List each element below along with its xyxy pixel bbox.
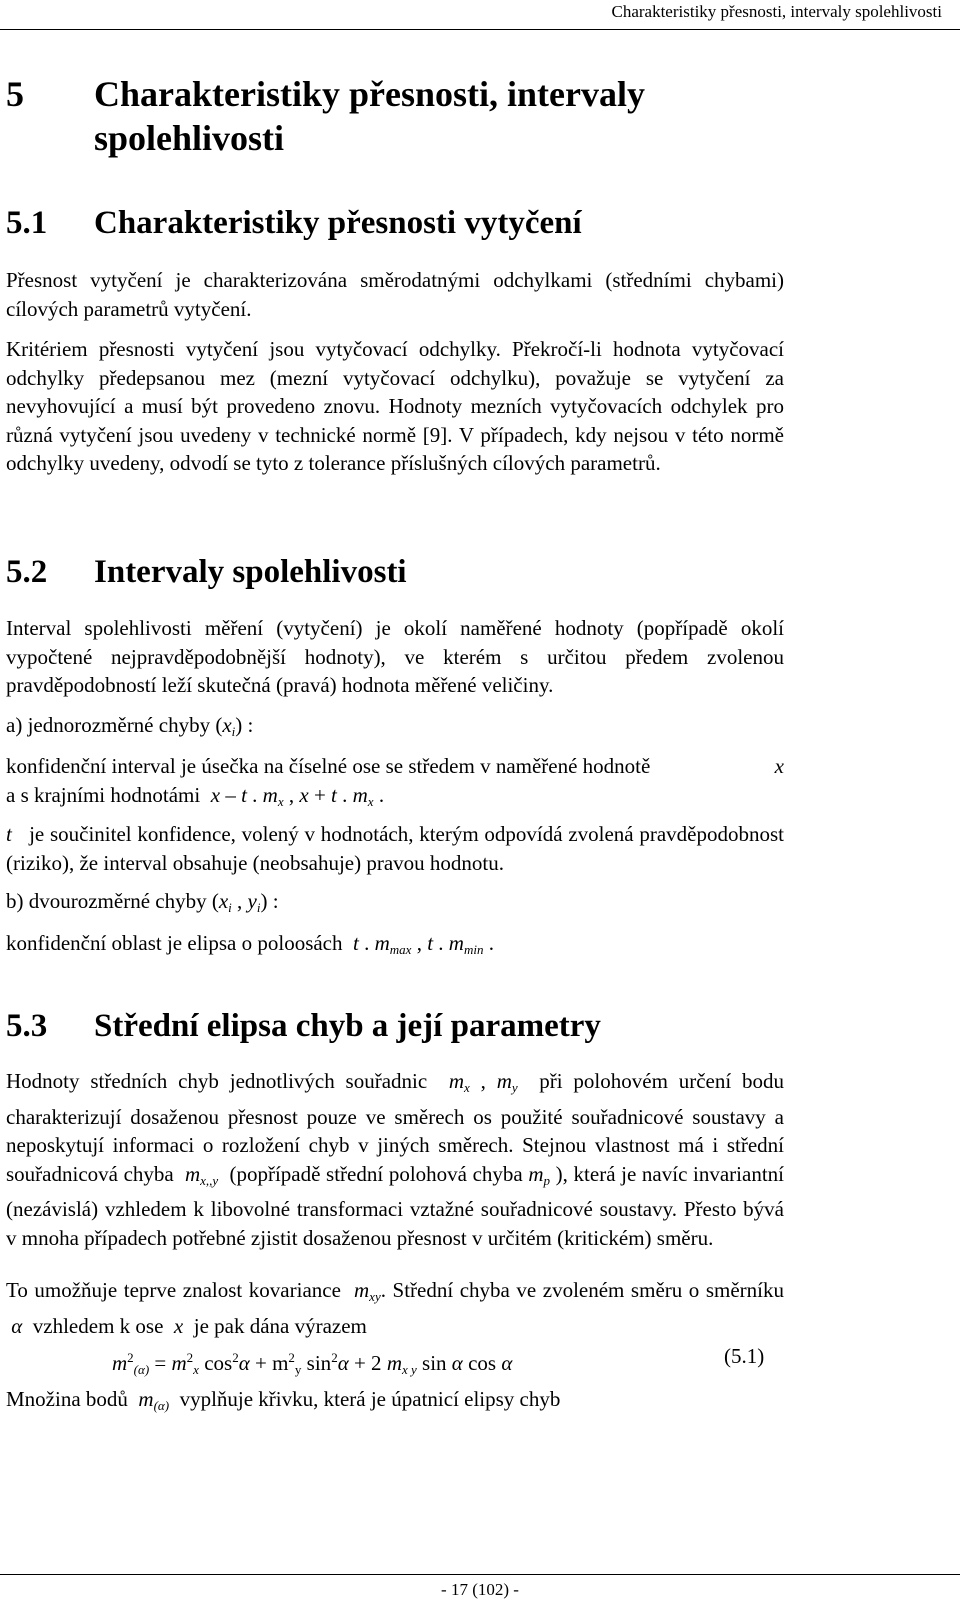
s2-item-a: a) jednorozměrné chyby $(x_i)$ : (6, 713, 254, 739)
s2-paragraph-3: t je součinitel konfidence, volený v hodnotách, kterým odpovídá zvolená pravděpodobnost (riziko), že interval obsahuje (neobsahuje) pravou hodnotu. (6, 822, 785, 875)
section-title: Intervaly spolehlivosti (94, 554, 407, 590)
s2-item-b: b) dvourozměrné chyby ($x_i$ , $y_i$) : (6, 889, 279, 915)
s3-paragraph-3: Množina bodů $m_{(\alpha)}$ vyplňuje křivku, která je úpatnicí elipsy chyb (6, 1387, 561, 1413)
section-5-1-heading (6, 204, 582, 242)
section-5-2-heading (6, 553, 407, 591)
footer-rule (0, 1574, 960, 1575)
page-number: - 17 (102) - (441, 1580, 519, 1599)
chapter-heading (6, 72, 754, 160)
equation-number: (5.1) (724, 1344, 765, 1368)
chapter-number: 5 (6, 74, 24, 114)
section-5-3-heading (6, 1007, 601, 1045)
section-number: 5.3 (6, 1008, 48, 1044)
s3-paragraph-2: To umožňuje teprve znalost kovariance $m_{xy}$. Střední chyba ve zvoleném směru o směrníku α vzhledem k ose x je pak dána výrazem (6, 1278, 784, 1338)
s1-paragraph-2: Kritériem přesnosti vytyčení jsou vytyčovací odchylky. Překročí-li hodnota vytyčovací odchylky předepsanou mez (mezní vytyčovací odchylku), považuje se vytyčení za nevyhovující a musí být provedeno znovu. Hodnoty mezních vytyčovacích odchylek pro různá vytyčení jsou uvedeny v technické normě [9]. V případech, kdy nejsou v této normě odchylky uvedeny, odvodí se tyto z tolerance příslušných cílových parametrů. (6, 337, 784, 475)
equation-5-1: $m^2_{(\alpha)} = m^2_x$ $\cos^2\alpha + m^2_y$ $\sin^2\alpha + 2$ $m_{x y}$ sin α cos α (112, 1350, 513, 1377)
s2-paragraph-1: Interval spolehlivosti měření (vytyčení) je okolí naměřené hodnoty (popřípadě okolí vypočtené nejpravděpodobnější hodnoty), ve kterém s určitou předem zvolenou pravděpodobností leží skutečná (pravá) hodnota měřené veličiny. (6, 616, 784, 697)
section-title: Střední elipsa chyb a její parametry (94, 1008, 601, 1044)
header-rule (0, 29, 960, 30)
section-title: Charakteristiky přesnosti vytyčení (94, 205, 582, 241)
chapter-title: Charakteristiky přesnosti, intervaly spolehlivosti (94, 74, 645, 158)
running-header: Charakteristiky přesnosti, intervaly spolehlivosti (611, 2, 942, 21)
s3-paragraph-1: Hodnoty středních chyb jednotlivých souřadnic $m_x$ , $m_y$ při polohovém určení bodu charakterizují dosaženou přesnost pouze ve směrech os použité souřadnicové soustavy a neposkytují informaci o rozložení chyb v jiných směrech. Stejnou vlastnost má i střední souřadnicová chyba $m_{x,,y}$ (popřípadě střední polohová chyba $m_p$ ), která je navíc invariantní (nezávislá) vzhledem k libovolné transformaci vztažné souřadnicové soustavy. Přesto bývá v mnoha případech potřebné zjistit dosaženou přesnost v určitém (kritickém) směru. (6, 1069, 785, 1250)
section-number: 5.1 (6, 205, 48, 241)
s1-paragraph-1: Přesnost vytyčení je charakterizována směrodatnými odchylkami (středními chybami) cílových parametrů vytyčení. (6, 268, 784, 321)
section-number: 5.2 (6, 554, 48, 590)
s2-paragraph-2: konfidenční interval je úsečka na číselné ose se středem v naměřené hodnotě x a s krajními hodnotámi x – t . $m_x$ , x + t . $m_x$ . (6, 754, 784, 809)
s2-paragraph-4: konfidenční oblast je elipsa o poloosách t . $m_{max}$ , t . $m_{min}$ . (6, 931, 494, 957)
